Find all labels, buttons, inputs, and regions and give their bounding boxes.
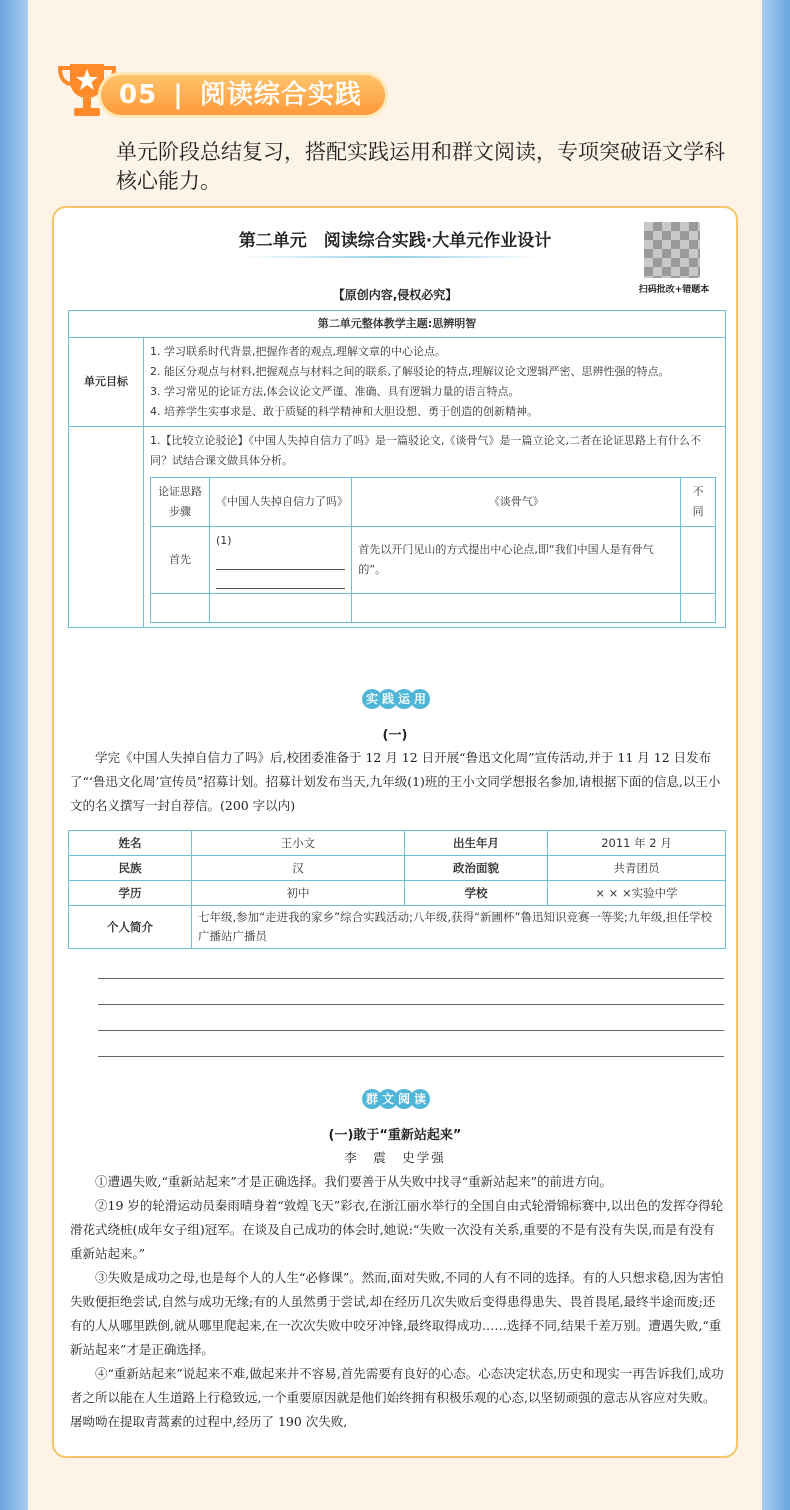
goal-item: 4. 培养学生实事求是、敢于质疑的科学精神和大胆设想、勇于创造的创新精神。 xyxy=(150,405,538,418)
row-label: 首先 xyxy=(151,527,210,594)
reading-label: 群 文 阅 读 xyxy=(350,1088,442,1112)
intro-text: 单元阶段总结复习，搭配实践运用和群文阅读，专项突破语文学科核心能力。 xyxy=(116,140,725,193)
blank-prefix: (1) xyxy=(216,534,232,547)
compare-cell: 首先以开门见山的方式提出中心论点,即“我们中国人是有骨气的”。 xyxy=(352,527,681,594)
title-underline xyxy=(240,256,540,258)
reading-paragraph: ④“重新站起来”说起来不难,做起来并不容易,首先需要有良好的心态。心态决定状态,历史和现实一再告诉我们,成功者之所以能在人生道路上行稳致远,一个重要原因就是他们始终拥有积极乐观的心态,以坚韧顽强的意志从容应对失败。屠呦呦在提取青蒿素的过程中,经历了 190 次失败, xyxy=(70,1366,724,1429)
goal-item: 3. 学习常见的论证方法,体会议论文严谨、准确、具有逻辑力量的语言特点。 xyxy=(150,385,520,398)
worksheet-title: 第二单元 阅读综合实践·大单元作业设计 xyxy=(238,231,552,251)
writing-line[interactable] xyxy=(98,1056,724,1057)
goal-item: 2. 能区分观点与材料,把握观点与材料之间的联系,了解驳论的特点,理解议论文逻辑严密、思辨性强的特点。 xyxy=(150,365,670,378)
worksheet-card xyxy=(52,206,738,1458)
goals-cell xyxy=(144,338,726,427)
practice-label: 实 践 运 用 xyxy=(350,688,442,712)
preview-clip xyxy=(54,310,736,658)
compare-header: 不同 xyxy=(681,478,716,527)
difference-cell[interactable] xyxy=(681,527,716,594)
info-table: 姓名 王小文 出生年月 2011 年 2 月 民族 汉 政治面貌 共青团员 学历 初中 学校 × × ×实验中学 个人简介 七年级,参加“走进我的家乡”综合实践活动;八年级,获得“新圃杯”鲁迅知识竞赛一等奖;九年级,担任学校广播站广播员 xyxy=(68,830,726,949)
task-1: 1.【比较立论驳论】《中国人失掉自信力了吗》是一篇驳论文,《谈骨气》是一篇立论文,二者在论证思路上有什么不同？试结合课文做具体分析。 xyxy=(150,434,701,467)
reading-author: 李 震 史学强 xyxy=(344,1150,446,1165)
badge-divider: | xyxy=(173,80,184,110)
compare-header: 《谈骨气》 xyxy=(352,478,681,527)
compare-table xyxy=(150,477,716,623)
reading-title: (一)敢于“重新站起来” xyxy=(328,1128,462,1143)
right-border xyxy=(762,0,790,1510)
reading-paragraph: ①遭遇失败,“重新站起来”才是正确选择。我们要善于从失败中找寻“重新站起来”的前进方向。 xyxy=(95,1174,613,1189)
practice-text: 学完《中国人失掉自信力了吗》后,校团委准备于 12 月 12 日开展“鲁迅文化周”宣传活动,并于 11 月 12 日发布了“‘鲁迅文化周’宣传员”招募计划。招募计划发布当天,九年级(1)班的王小文同学想报名参加,请根据下面的信息,以王小文的名义撰写一封自荐信。(200 字以内) xyxy=(70,750,721,813)
goals-label: 单元目标 xyxy=(69,338,144,427)
unit-theme: 第二单元整体教学主题:思辨明智 xyxy=(69,311,726,338)
answer-line[interactable] xyxy=(216,551,345,570)
unit-table xyxy=(68,310,726,628)
qr-label: 扫码批改+错题本 xyxy=(638,285,710,295)
section-badge xyxy=(98,72,388,118)
writing-line[interactable] xyxy=(98,978,724,979)
reading-paragraph: ②19 岁的轮滑运动员秦雨晴身着“敦煌飞天”彩衣,在浙江丽水举行的全国自由式轮滑锦标赛中,以出色的发挥夺得轮滑花式绕桩(成年女子组)冠军。在谈及自己成功的体会时,她说:“失败一次没有关系,重要的不是有没有失误,而是有没有重新站起来。” xyxy=(70,1198,724,1261)
reading-body xyxy=(70,1170,724,1434)
practice-subheading: (一) xyxy=(382,728,408,743)
task-cell xyxy=(144,427,726,628)
copyright-note: 【原创内容,侵权必究】 xyxy=(332,288,458,302)
writing-line[interactable] xyxy=(98,1004,724,1005)
answer-line[interactable] xyxy=(216,570,345,589)
writing-line[interactable] xyxy=(98,1030,724,1031)
goal-item: 1. 学习联系时代背景,把握作者的观点,理解文章的中心论点。 xyxy=(150,345,446,358)
compare-header: 《中国人失掉自信力了吗》 xyxy=(210,478,352,527)
reading-paragraph: ③失败是成功之母,也是每个人的人生“必修课”。然而,面对失败,不同的人有不同的选择。有的人只想求稳,因为害怕失败便拒绝尝试,自然与成功无缘;有的人虽然勇于尝试,却在经历几次失败后变得患得患失、畏首畏尾,最终半途而废;还有的人从哪里跌倒,就从哪里爬起来,在一次次失败中咬牙冲锋,最终取得成功……选择不同,结果千差万别。遭遇失败,“重新站起来”才是正确选择。 xyxy=(70,1270,724,1357)
qr-code[interactable] xyxy=(644,222,700,278)
compare-header: 论证思路步骤 xyxy=(151,478,210,527)
answer-blank-cell[interactable] xyxy=(210,527,352,594)
badge-number: 05 xyxy=(119,80,158,110)
left-border xyxy=(0,0,28,1510)
badge-title: 阅读综合实践 xyxy=(199,80,362,110)
